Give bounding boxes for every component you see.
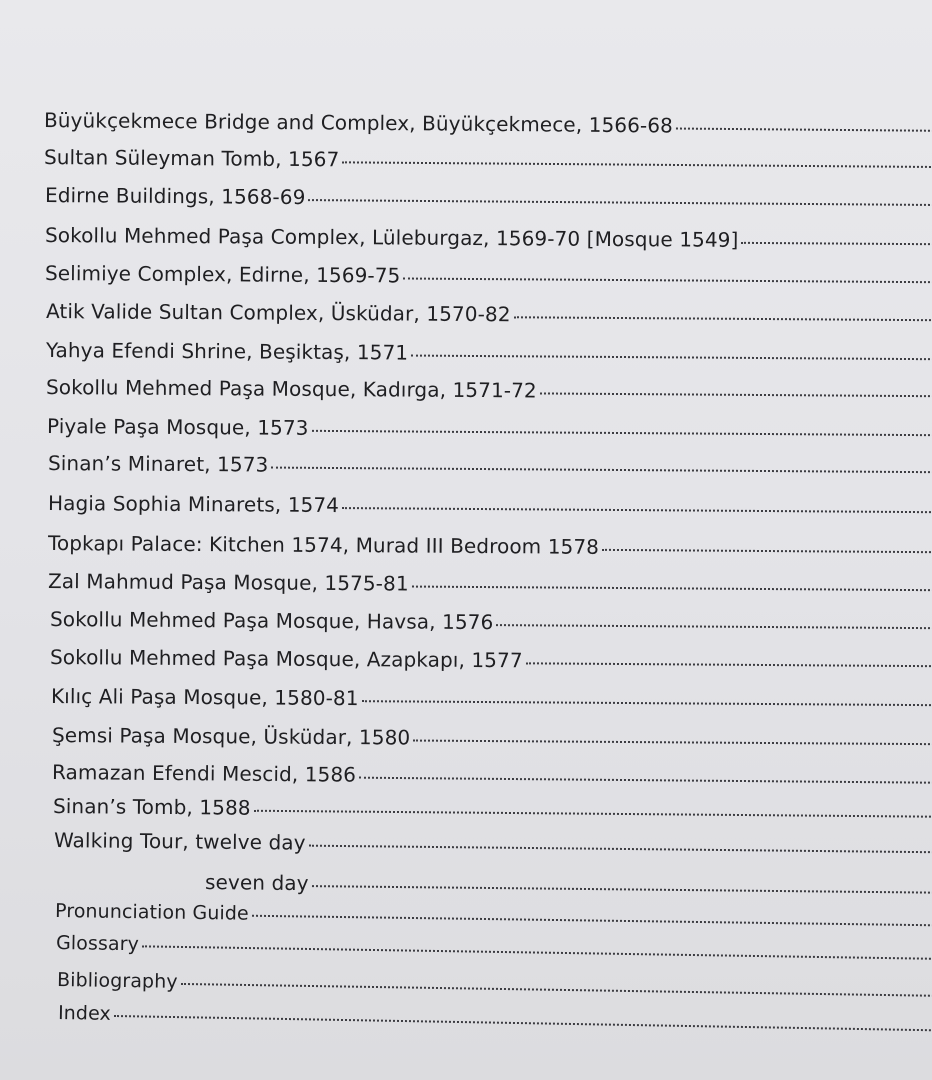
toc-entry-title: Topkapı Palace: Kitchen 1574, Murad III Bedroom 1578 — [47, 531, 600, 559]
toc-entry — [47, 414, 932, 450]
toc-entry-title: Glossary — [55, 932, 140, 956]
toc-entry-title: Sinan’s Tomb, 1588 — [52, 794, 251, 820]
toc-entry — [52, 760, 932, 798]
toc-entry-title: Sokollu Mehmed Paşa Mosque, Azapkapı, 1577 — [49, 645, 523, 673]
dot-leader — [359, 777, 932, 784]
toc-entry — [46, 338, 932, 374]
toc-entry-title: Sokollu Mehmed Paşa Complex, Lüleburgaz, 1569-70 [Mosque 1549] — [44, 223, 739, 252]
toc-entry-title: Pronunciation Guide — [54, 900, 249, 925]
toc-entry-title: Büyükçekmece Bridge and Complex, Büyükçekmece, 1566-68 — [43, 108, 674, 138]
toc-entry — [52, 723, 932, 759]
dot-leader — [181, 983, 932, 997]
dot-leader — [252, 915, 932, 927]
toc-entry — [51, 684, 932, 720]
dot-leader — [308, 199, 932, 206]
toc-entry — [45, 261, 932, 297]
toc-entry — [45, 183, 932, 220]
toc-entry-title: Atik Valide Sultan Complex, Üsküdar, 1570-82 — [45, 299, 511, 327]
dot-leader — [602, 549, 932, 553]
toc-entry — [46, 299, 932, 335]
dot-leader — [342, 507, 932, 513]
toc-entry — [205, 870, 932, 908]
toc-entry-title: Sultan Süleyman Tomb, 1567 — [43, 145, 340, 172]
toc-entry — [48, 451, 932, 487]
dot-leader — [362, 700, 932, 706]
toc-entry — [44, 145, 932, 182]
toc-entry-title: Sokollu Mehmed Paşa Mosque, Kadırga, 1571-72 — [45, 375, 537, 403]
toc-entry-title: Piyale Paşa Mosque, 1573 — [46, 414, 309, 440]
toc-entry-title: Sokollu Mehmed Paşa Mosque, Havsa, 1576 — [49, 607, 494, 635]
dot-leader — [514, 316, 932, 321]
toc-entry — [46, 375, 932, 411]
toc-entry-title: Hagia Sophia Minarets, 1574 — [47, 491, 340, 518]
toc-entry — [45, 223, 932, 259]
toc-entry — [50, 645, 932, 681]
toc-entry — [50, 607, 932, 643]
dot-leader — [271, 467, 932, 474]
toc-entry-title: Şemsi Paşa Mosque, Üsküdar, 1580 — [51, 723, 411, 750]
dot-leader — [496, 624, 932, 629]
dot-leader — [312, 885, 932, 894]
dot-leader — [342, 161, 932, 168]
toc-entry — [48, 491, 932, 527]
toc-entry — [48, 531, 932, 567]
dot-leader — [309, 845, 932, 854]
toc-entry — [53, 794, 932, 832]
dot-leader — [403, 278, 932, 284]
toc-entry-title: Sinan’s Minaret, 1573 — [47, 451, 269, 477]
toc-entry-title: Selimiye Complex, Edirne, 1569-75 — [44, 261, 401, 288]
toc-entry-title: seven day — [204, 870, 309, 896]
dot-leader — [312, 430, 932, 436]
toc-entry-title: Ramazan Efendi Mescid, 1586 — [51, 760, 357, 787]
toc-entry-title: Yahya Efendi Shrine, Beşiktaş, 1571 — [45, 338, 409, 365]
dot-leader — [411, 355, 932, 361]
toc-entry — [54, 828, 932, 867]
toc-entry-title: Kılıç Ali Paşa Mosque, 1580-81 — [50, 684, 359, 711]
toc-entry-title: Edirne Buildings, 1568-69 — [44, 183, 306, 210]
dot-leader — [676, 128, 932, 132]
dot-leader — [540, 392, 932, 397]
toc-entry-title: Index — [57, 1002, 112, 1025]
dot-leader — [741, 242, 932, 245]
dot-leader — [254, 810, 932, 818]
dot-leader — [412, 586, 932, 592]
toc-entry — [48, 569, 932, 605]
toc-entry-title: Bibliography — [56, 969, 178, 993]
toc-entry-title: Zal Mahmud Paşa Mosque, 1575-81 — [47, 569, 409, 596]
dot-leader — [142, 945, 932, 960]
dot-leader — [114, 1015, 932, 1031]
dot-leader — [413, 740, 932, 746]
toc-entry-title: Walking Tour, twelve day — [53, 828, 306, 855]
dot-leader — [526, 662, 932, 667]
toc-entry — [44, 108, 932, 146]
